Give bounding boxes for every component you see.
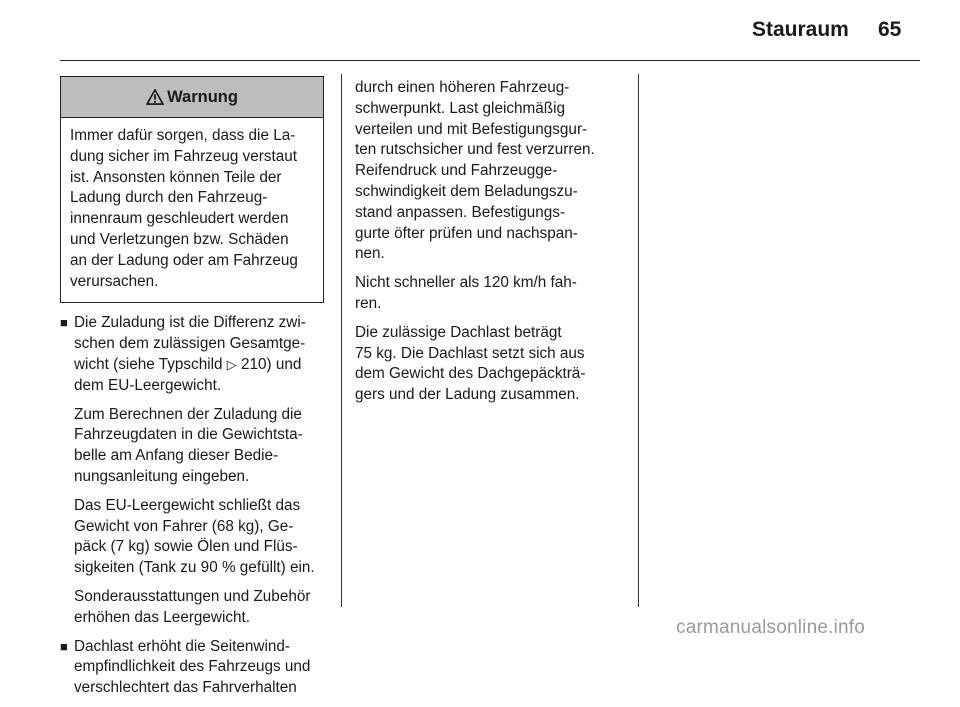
warning-header [61,77,323,118]
bullet-line: belle am Anfang dieser Bedie- [74,447,279,465]
column-divider-left [341,74,342,607]
paragraph [355,273,625,315]
bullet-line: Fahrzeugdaten in die Gewichtsta- [74,426,303,444]
bullet-line: verschlechtert das Fahrverhalten [74,679,297,697]
warning-triangle-icon [146,89,164,105]
text-line: nen. [355,245,385,263]
sub-paragraph [74,587,326,629]
warning-line: und Verletzungen bzw. Schäden [70,230,289,248]
bullet-line [74,355,326,376]
text-line: ren. [355,294,382,312]
warning-line: Ladung durch den Fahrzeug- [70,189,268,207]
bullet-marker: ■ [60,315,68,331]
bullet-line: nungsanleitung eingeben. [74,467,250,485]
header-rule [60,60,920,61]
warning-text [61,118,323,302]
warning-line: innenraum geschleudert werden [70,210,289,228]
right-column [355,78,625,414]
text-line: Nicht schneller als 120 km/h fah- [355,274,577,292]
text-line: Reifendruck und Fahrzeugge- [355,162,558,180]
bullet-line: Dachlast erhöht die Seitenwind- [74,637,290,655]
text-line: 75 kg. Die Dachlast setzt sich aus [355,344,585,362]
text-line: verteilen und mit Befestigungsgur- [355,120,588,138]
warning-line: Immer dafür sorgen, dass die La- [70,127,296,144]
page-title: Stauraum [752,18,849,41]
text-line: schwerpunkt. Last gleichmäßig [355,99,566,117]
bullet-text: 210) und [236,355,302,373]
bullet-text: wicht (siehe Typschild [74,355,227,373]
bullet-line: sigkeiten (Tank zu 90 % gefüllt) ein. [74,559,315,577]
bullet-line: dem EU-Leergewicht. [74,376,222,394]
text-line: gurte öfter prüfen und nachspan- [355,224,578,242]
text-line: Die zulässige Dachlast beträgt [355,323,562,341]
list-item [60,313,326,628]
warning-title: Warnung [167,87,238,106]
page-reference-icon[interactable]: ▷ [226,356,237,372]
bullet-line: Die Zuladung ist die Differenz zwi- [74,314,306,332]
bullet-line: schen dem zulässigen Gesamtge- [74,335,306,353]
bullet-line: erhöhen das Leergewicht. [74,608,251,626]
sub-paragraph [74,496,326,579]
paragraph [355,323,625,406]
warning-line: an der Ladung oder am Fahrzeug [70,251,298,269]
warning-line: ist. Ansonsten können Teile der [70,168,282,186]
text-line: stand anpassen. Befestigungs- [355,203,566,221]
text-line: ten rutschsicher und fest verzurren. [355,141,595,159]
bullet-line: empfindlichkeit des Fahrzeugs und [74,658,311,676]
column-divider-right [638,74,639,607]
sub-paragraph [74,405,326,488]
text-line: durch einen höheren Fahrzeug- [355,79,570,96]
page-number: 65 [878,18,902,41]
text-line: schwindigkeit dem Beladungszu- [355,182,578,200]
bullet-line: Zum Berechnen der Zuladung die [74,405,302,423]
text-line: dem Gewicht des Dachgepäckträ- [355,365,586,383]
list-item [60,637,326,699]
bullet-line: päck (7 kg) sowie Ölen und Flüs- [74,538,298,556]
bullet-line: Das EU-Leergewicht schließt das [74,496,301,514]
text-line: gers und der Ladung zusammen. [355,386,580,404]
bullet-line: Gewicht von Fahrer (68 kg), Ge- [74,517,294,535]
watermark: carmanualsonline.info [676,617,866,638]
left-column [60,76,326,707]
bullet-line: Sonderausstattungen und Zubehör [74,587,311,605]
warning-box [60,76,324,303]
paragraph [355,78,625,265]
bullet-list [60,313,326,699]
bullet-marker: ■ [60,638,68,654]
warning-line: verursachen. [70,272,159,290]
warning-line: dung sicher im Fahrzeug verstaut [70,147,298,165]
